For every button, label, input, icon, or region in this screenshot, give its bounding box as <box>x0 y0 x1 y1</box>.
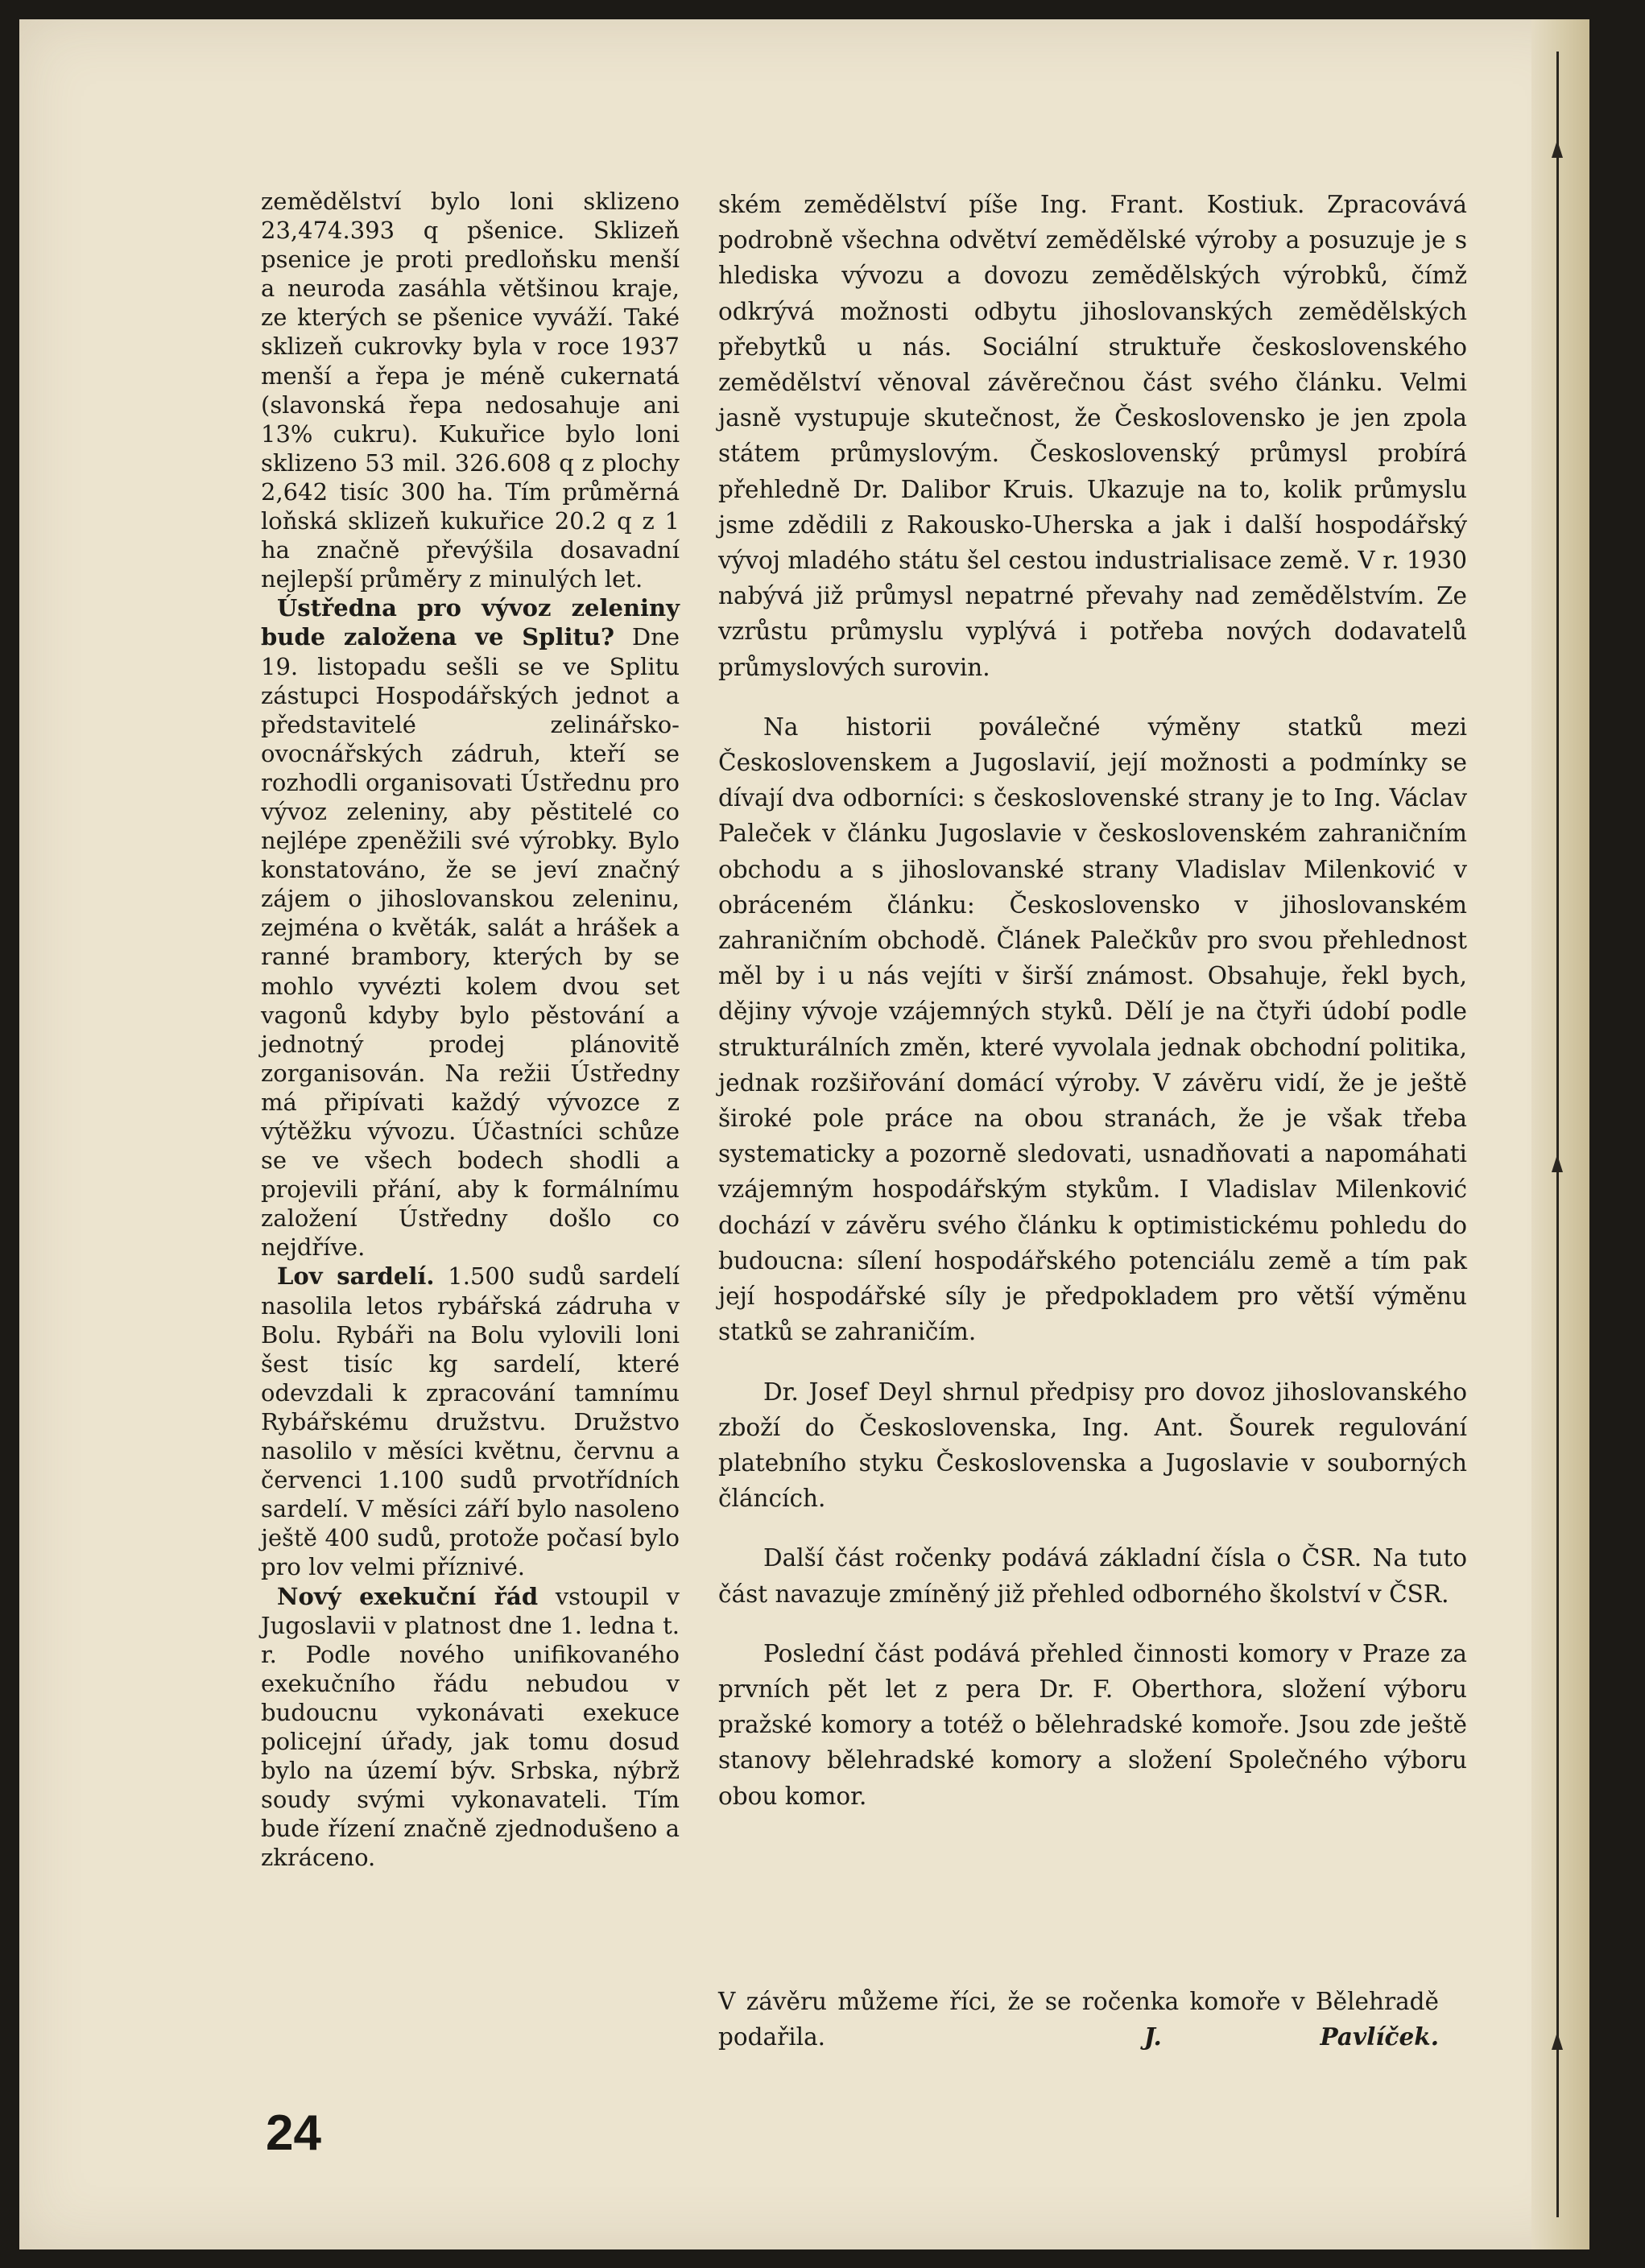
left-column-paragraph <box>261 187 680 593</box>
paragraph-lead: Lov sardelí. <box>277 1262 435 1291</box>
paragraph-lead: Ústředna pro vývoz zeleniny bude založena ve Splitu? <box>261 594 680 651</box>
paragraph-text: 1.500 sudů sardelí nasolila letos rybářská zádruha v Bolu. Rybáři na Bolu vylovili loni šest tisíc kg sardelí, které odevzdali k zpracování tamnímu Rybářskému družstvu. Družstvo nasolilo v měsíci květnu, červnu a červenci 1.100 sudů prvotřídních sardelí. V měsíci září bylo nasoleno ještě 400 sudů, protože počasí bylo pro lov velmi příznivé. <box>261 1262 680 1581</box>
right-column <box>718 187 1467 1814</box>
paragraph-text: zemědělství bylo loni sklizeno 23,474.393 q pšenice. Sklizeň psenice je proti predloňsku menší a neuroda zasáhla většinou kraje, ze kterých se pšenice vyváží. Také sklizeň cukrovky byla v roce 1937 menší a řepa je méně cukernatá (slavonská řepa nedosahuje ani 13% cukru). Kukuřice bylo loni sklizeno 53 mil. 326.608 q z plochy 2,642 tisíc 300 ha. Tím průměrná loňská sklizeň kukuřice 20.2 q z 1 ha značně převýšila dosavadní nejlepší průměry z minulých let. <box>261 188 680 593</box>
binding-line <box>1556 52 1559 2217</box>
closing-text: V závěru můžeme říci, že se ročenka komoře v Bělehradě podařila. <box>718 1988 1439 2051</box>
right-column-paragraph: Poslední část podává přehled činnosti komory v Praze za prvních pět let z pera Dr. F. Oberthora, složení výboru pražské komory a totéž o bělehradské komoře. Jsou zde ještě stanovy bělehradské komory a složení Společného výboru obou komor. <box>718 1639 1467 1810</box>
paragraph-text: vstoupil v Jugoslavii v platnost dne 1. ledna t. r. Podle nového unifikovaného exekučního řádu nebudou v budoucnu vykonávati exekuce policejní úřady, jak tomu dosud bylo na území býv. Srbska, nýbrž soudy svými vykonavateli. Tím bude řízení značně zjednodušeno a zkráceno. <box>261 1582 680 1872</box>
page-sheet <box>19 19 1589 2249</box>
left-column <box>261 187 680 1872</box>
right-column-paragraph: Dr. Josef Deyl shrnul předpisy pro dovoz jihoslovanského zboží do Československa, Ing. Ant. Šourek regulování platebního styku Československa a Jugoslavie v souborných článcích. <box>718 1378 1467 1513</box>
binding-edge <box>1531 19 1589 2249</box>
right-column-paragraph: Další část ročenky podává základní čísla o ČSR. Na tuto část navazuje zmíněný již přehled odborného školství v ČSR. <box>718 1544 1467 1608</box>
closing-paragraph <box>718 1984 1439 2055</box>
author-signature: J. Pavlíček. <box>1143 2022 1439 2051</box>
paragraph-lead: Nový exekuční řád <box>277 1582 539 1610</box>
left-column-paragraph <box>261 593 680 1262</box>
left-column-paragraph <box>261 1262 680 1581</box>
right-column-paragraph: ském zemědělství píše Ing. Frant. Kostiuk. Zpracovává podrobně všechna odvětví zemědělské výroby a posuzuje je s hlediska vývozu a dovozu zemědělských výrobků, čímž odkrývá možnosti odbytu jihoslovanských zemědělských přebytků u nás. Sociální struktuře československého zemědělství věnoval závěrečnou část svého článku. Velmi jasně vystupuje skutečnost, že Československo je jen zpola státem průmyslovým. Československý průmysl probírá přehledně Dr. Dalibor Kruis. Ukazuje na to, kolik průmyslu jsme zdědili z Rakousko-Uherska a jak i další hospodářský vývoj mladého státu šel cestou industrialisace země. V r. 1930 nabývá již průmysl nepatrné převahy nad zemědělstvím. Ze vzrůstu průmyslu vyplývá i potřeba nových dodavatelů průmyslových surovin. <box>718 191 1467 681</box>
paragraph-text: Dne 19. listopadu sešli se ve Splitu zástupci Hospodářských jednot a představitelé zelinářsko-ovocnářských zádruh, kteří se rozhodli organisovati Ústřednu pro vývoz zeleniny, aby pěstitelé co nejlépe zpeněžili své výrobky. Bylo konstatováno, že se jeví značný zájem o jihoslovanskou zeleninu, zejména o květák, salát a hrášek a ranné brambory, kterých by se mohlo vyvézti kolem dvou set vagonů kdyby bylo pěstování a jednotný prodej plánovitě zorganisován. Na režii Ústředny má připívati každý vývozce z výtěžku vývozu. Účastníci schůze se ve všech bodech shodli a projevili přání, aby k formálnímu založení Ústředny došlo co nejdříve. <box>261 623 680 1262</box>
right-column-paragraph: Na historii poválečné výměny statků mezi Československem a Jugoslavií, její možnosti a podmínky se dívají dva odborníci: s československé strany je to Ing. Václav Paleček v článku Jugoslavie v československém zahraničním obchodu a s jihoslovanské strany Vladislav Milenković v obráceném článku: Československo v jihoslovanském zahraničním obchodě. Článek Palečkův pro svou přehlednost měl by i u nás vejíti v širší známost. Obsahuje, řekl bych, dějiny vývoje vzájemných styků. Dělí je na čtyři údobí podle strukturálních změn, které vyvolala jednak obchodní politika, jednak rozšiřování domácí výroby. V závěru vidí, že je ještě široké pole práce na obou stranách, že je však třeba systematicky a pozorně sledovati, usnadňovati a napomáhati vzájemným hospodářským stykům. I Vladislav Milenković dochází v závěru svého článku k optimistickému pohledu do budoucna: sílení hospodářského potenciálu země a tím pak její hospodářské síly je předpokladem pro větší výměnu statků se zahraničím. <box>718 713 1467 1346</box>
left-column-paragraph <box>261 1582 680 1873</box>
page-number: 24 <box>266 2105 321 2161</box>
